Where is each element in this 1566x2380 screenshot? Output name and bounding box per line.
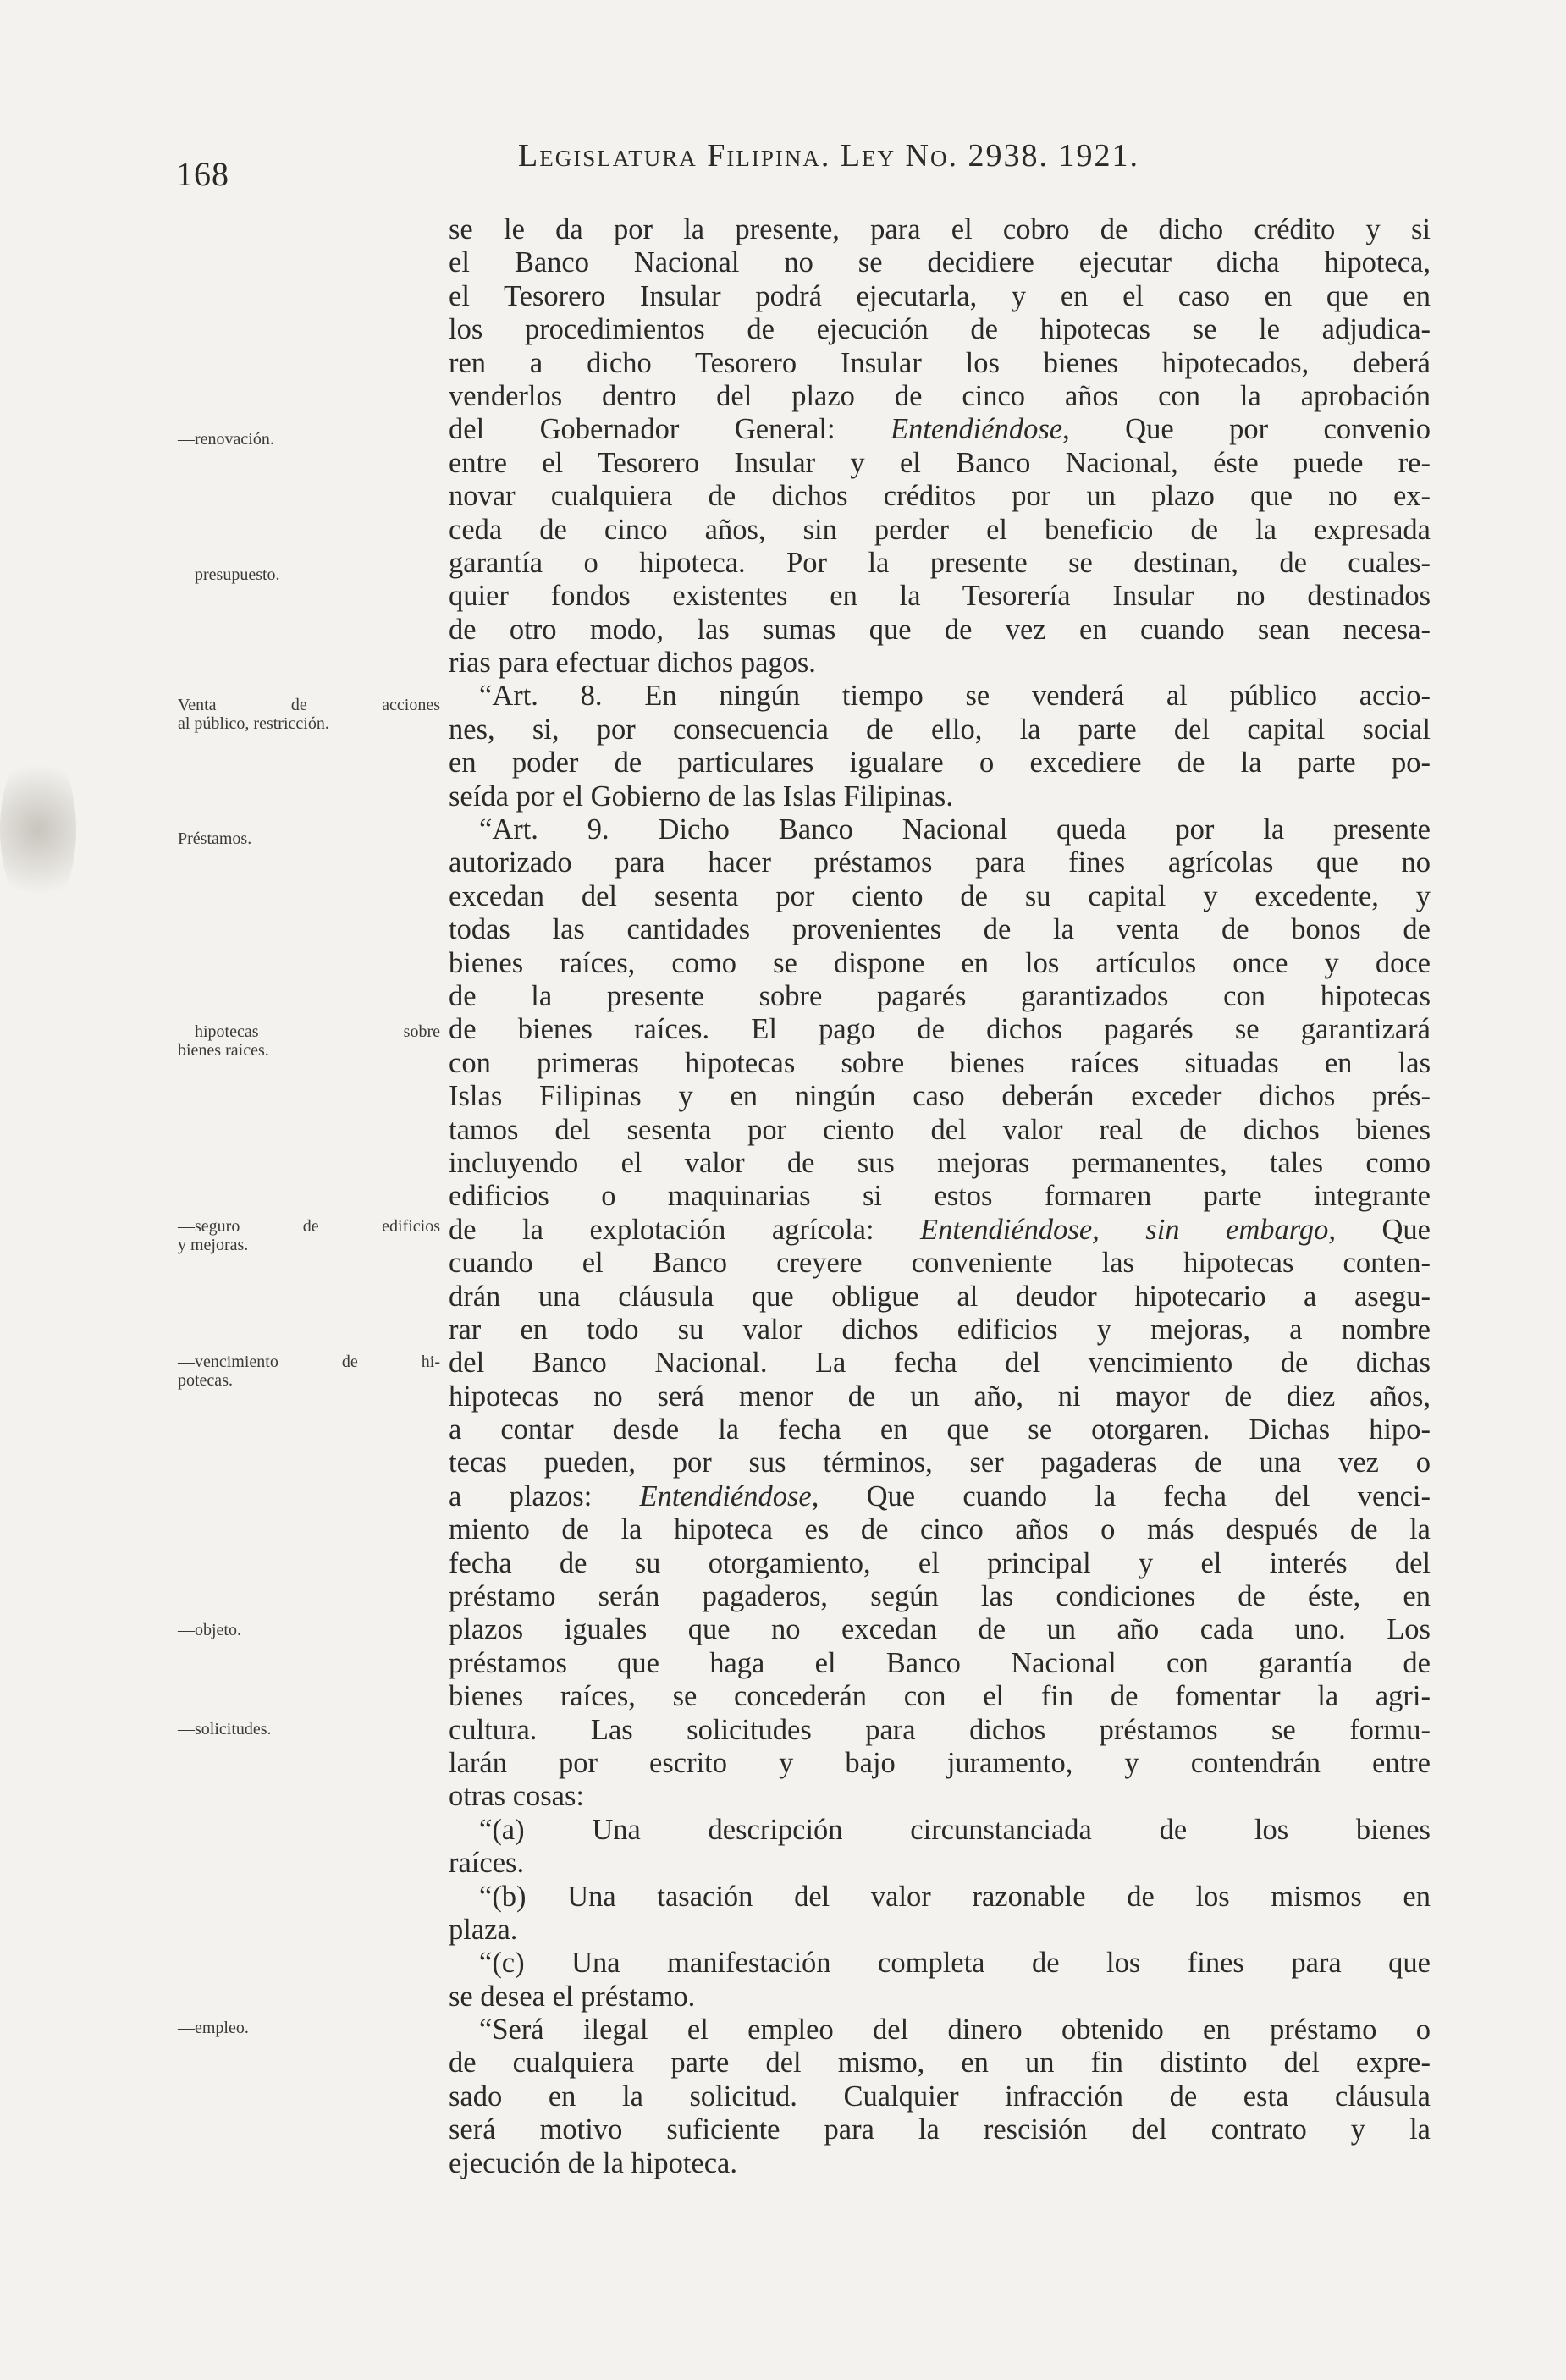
body-line: será motivo suficiente para la rescisión del contrato y la: [449, 2113, 1431, 2146]
margin-note-line: Préstamos.: [178, 829, 252, 848]
margin-note-line: —seguro de edificios: [178, 1217, 440, 1236]
margin-note: [178, 1217, 440, 1254]
body-line: se desea el préstamo.: [449, 1980, 696, 2013]
body-line: tecas pueden, por sus términos, ser pagaderas de una vez o: [449, 1446, 1431, 1479]
margin-note: [178, 829, 440, 848]
body-line: nes, si, por consecuencia de ello, la parte del capital social: [449, 713, 1431, 746]
margin-note-line: y mejoras.: [178, 1236, 249, 1254]
margin-note: [178, 696, 440, 733]
body-line: drán una cláusula que obligue al deudor hipotecario a asegu-: [449, 1280, 1431, 1313]
body-line: bienes raíces, como se dispone en los artículos once y doce: [449, 946, 1431, 979]
body-line: “(b) Una tasación del valor razonable de los mismos en: [479, 1880, 1431, 1913]
body-line: se le da por la presente, para el cobro de dicho crédito y si: [449, 213, 1431, 245]
body-line: del Banco Nacional. La fecha del vencimiento de dichas: [449, 1347, 1431, 1380]
body-line: “(c) Una manifestación completa de los fines para que: [479, 1947, 1431, 1980]
body-line: los procedimientos de ejecución de hipotecas se le adjudica-: [449, 313, 1431, 346]
body-line: “Art. 8. En ningún tiempo se venderá al público accio-: [479, 680, 1431, 713]
body-line: seída por el Gobierno de las Islas Filipinas.: [449, 780, 953, 813]
body-line: “(a) Una descripción circunstanciada de los bienes: [479, 1813, 1431, 1846]
body-line: rar en todo su valor dichos edificios y mejoras, a nombre: [449, 1313, 1431, 1346]
margin-note-line: —renovación.: [178, 430, 274, 449]
body-line: Islas Filipinas y en ningún caso deberán exceder dichos prés-: [449, 1080, 1431, 1113]
body-line: edificios o maquinarias si estos formaren parte integrante: [449, 1180, 1431, 1213]
body-line: excedan del sesenta por ciento de su capital y excedente, y: [449, 879, 1431, 912]
body-line: otras cosas:: [449, 1780, 585, 1813]
body-line: de otro modo, las sumas que de vez en cuando sean necesa-: [449, 613, 1431, 646]
margin-note-line: —solicitudes.: [178, 1720, 272, 1738]
body-line: ceda de cinco años, sin perder el beneficio de la expresada: [449, 513, 1431, 546]
body-line: cuando el Banco creyere conveniente las hipotecas conten-: [449, 1247, 1431, 1280]
margin-note-line: —objeto.: [178, 1621, 241, 1639]
body-line: venderlos dentro del plazo de cinco años con la aprobación: [449, 379, 1431, 412]
body-line: bienes raíces, se concederán con el fin de fomentar la agri-: [449, 1680, 1431, 1713]
margin-note: [178, 2019, 440, 2037]
body-line: hipotecas no será menor de un año, ni mayor de diez años,: [449, 1380, 1431, 1413]
margin-note: [178, 1022, 440, 1060]
body-line: a plazos: Entendiéndose, Que cuando la fecha del venci-: [449, 1479, 1431, 1512]
body-line: rias para efectuar dichos pagos.: [449, 647, 816, 680]
body-line: de bienes raíces. El pago de dichos pagarés se garantizará: [449, 1013, 1431, 1046]
margin-note-line: —empleo.: [178, 2019, 249, 2037]
body-line: raíces.: [449, 1847, 525, 1880]
body-line: ren a dicho Tesorero Insular los bienes hipotecados, deberá: [449, 346, 1431, 379]
body-line: préstamo serán pagaderos, según las condiciones de éste, en: [449, 1580, 1431, 1613]
body-line: novar cualquiera de dichos créditos por un plazo que no ex-: [449, 480, 1431, 513]
margin-note-line: —hipotecas sobre: [178, 1022, 440, 1041]
margin-note-line: —vencimiento de hi-: [178, 1353, 440, 1371]
body-line: quier fondos existentes en la Tesorería Insular no destinados: [449, 580, 1431, 613]
body-text: [449, 213, 1431, 2180]
margin-note-line: bienes raíces.: [178, 1041, 269, 1060]
body-line: de cualquiera parte del mismo, en un fin distinto del expre-: [449, 2047, 1431, 2080]
margin-note-line: Venta de acciones: [178, 696, 440, 714]
body-line: plaza.: [449, 1913, 518, 1946]
margin-note: [178, 1353, 440, 1390]
body-line: el Tesorero Insular podrá ejecutarla, y en el caso en que en: [449, 279, 1431, 312]
body-line: de la explotación agrícola: Entendiéndose, sin embargo, Que: [449, 1213, 1431, 1246]
body-line: de la presente sobre pagarés garantizados con hipotecas: [449, 979, 1431, 1012]
running-title: Legislatura Filipina. Ley No. 2938. 1921.: [518, 138, 1139, 174]
body-line: miento de la hipoteca es de cinco años o más después de la: [449, 1513, 1431, 1546]
margin-note-line: potecas.: [178, 1371, 233, 1390]
body-line: plazos iguales que no excedan de un año cada uno. Los: [449, 1613, 1431, 1646]
margin-note-line: —presupuesto.: [178, 565, 280, 584]
body-line: a contar desde la fecha en que se otorgaren. Dichas hipo-: [449, 1413, 1431, 1446]
body-line: autorizado para hacer préstamos para fines agrícolas que no: [449, 846, 1431, 879]
body-line: entre el Tesorero Insular y el Banco Nacional, éste puede re-: [449, 446, 1431, 479]
scan-smudge: [0, 745, 76, 914]
body-line: del Gobernador General: Entendiéndose, Que por convenio: [449, 413, 1431, 446]
body-line: tamos del sesenta por ciento del valor real de dichos bienes: [449, 1113, 1431, 1146]
body-line: con primeras hipotecas sobre bienes raíces situadas en las: [449, 1046, 1431, 1079]
page-number: 168: [176, 155, 229, 193]
body-line: el Banco Nacional no se decidiere ejecutar dicha hipoteca,: [449, 246, 1431, 279]
body-line: sado en la solicitud. Cualquier infracción de esta cláusula: [449, 2080, 1431, 2113]
body-line: “Art. 9. Dicho Banco Nacional queda por la presente: [479, 813, 1431, 846]
body-line: ejecución de la hipoteca.: [449, 2146, 737, 2179]
margin-note-line: al público, restricción.: [178, 714, 329, 733]
body-line: préstamos que haga el Banco Nacional con garantía de: [449, 1646, 1431, 1679]
body-line: cultura. Las solicitudes para dichos préstamos se formu-: [449, 1713, 1431, 1746]
margin-note: [178, 430, 440, 449]
body-line: larán por escrito y bajo juramento, y contendrán entre: [449, 1746, 1431, 1779]
body-line: incluyendo el valor de sus mejoras permanentes, tales como: [449, 1146, 1431, 1179]
body-line: garantía o hipoteca. Por la presente se destinan, de cuales-: [449, 546, 1431, 579]
body-line: en poder de particulares igualare o excediere de la parte po-: [449, 747, 1431, 780]
body-line: todas las cantidades provenientes de la venta de bonos de: [449, 913, 1431, 946]
margin-note: [178, 1720, 440, 1738]
body-line: fecha de su otorgamiento, el principal y el interés del: [449, 1546, 1431, 1579]
body-line: “Será ilegal el empleo del dinero obtenido en préstamo o: [479, 2014, 1431, 2047]
margin-note: [178, 1621, 440, 1639]
margin-note: [178, 565, 440, 584]
